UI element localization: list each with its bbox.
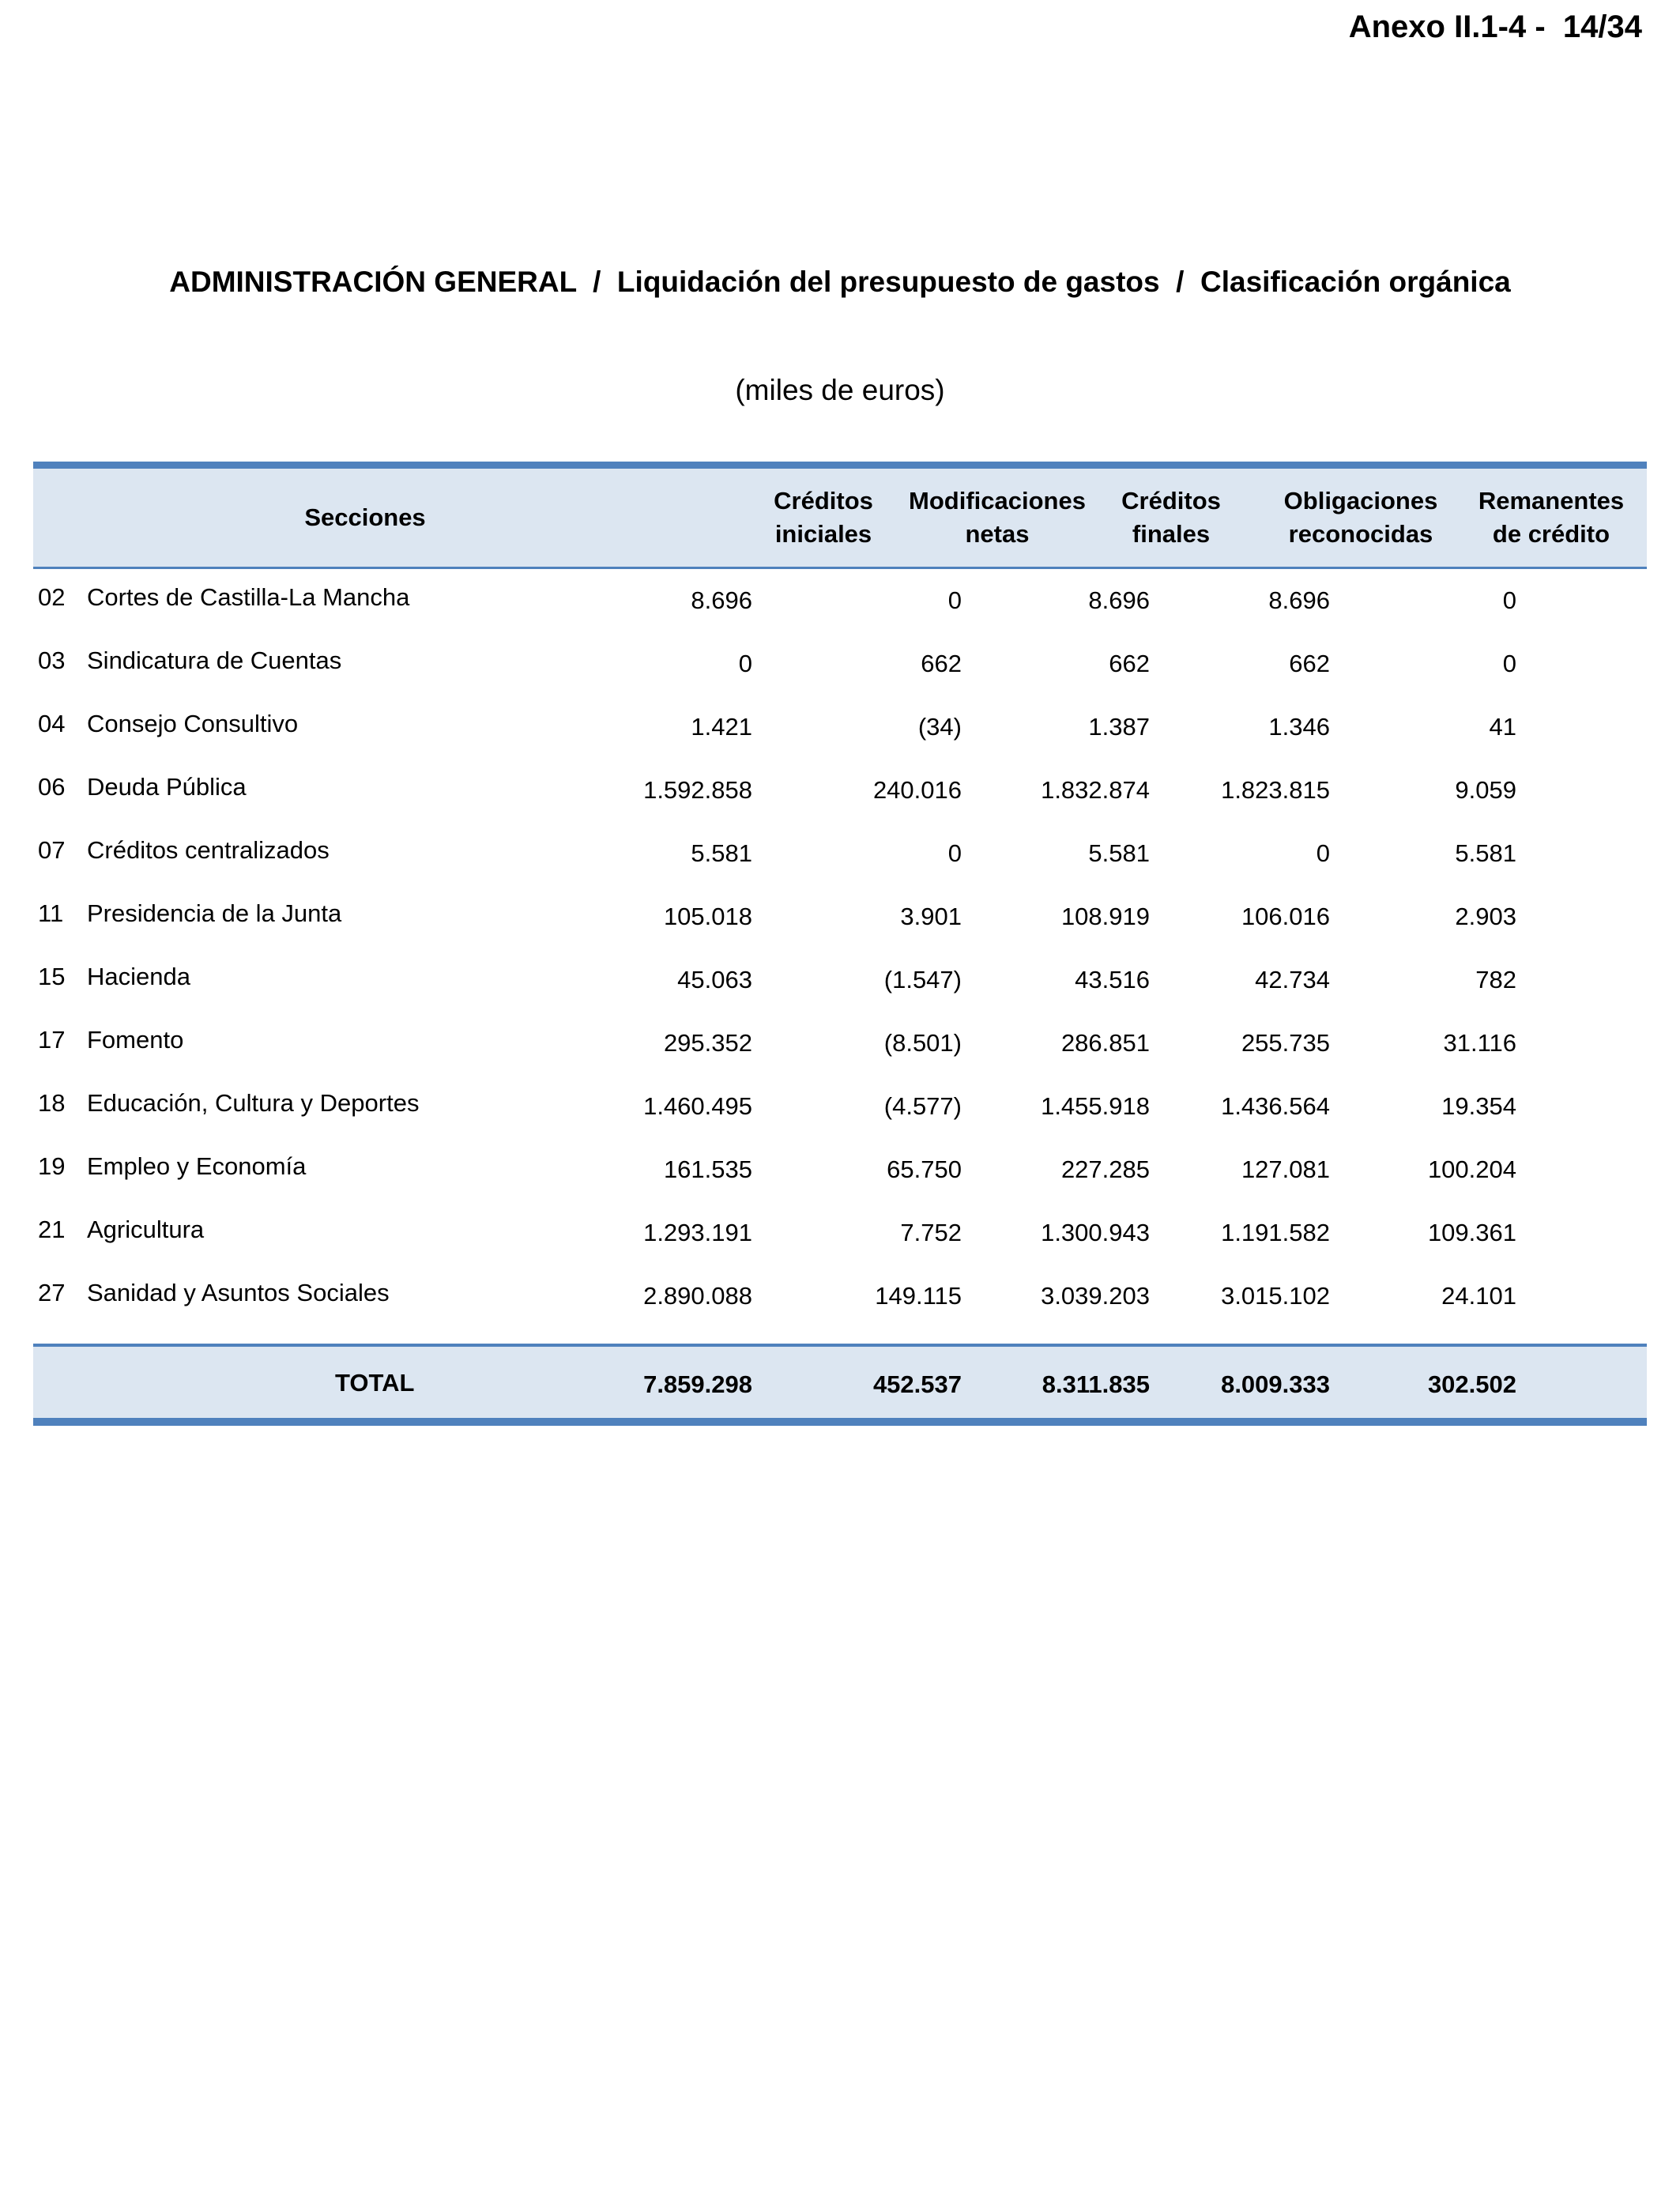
row-creditos-finales: 8.696 [1088, 586, 1150, 614]
row-modificaciones-netas: (4.577) [883, 1092, 962, 1120]
header-obligaciones-reconocidas: Obligaciones reconocidas [1283, 487, 1438, 548]
row-modificaciones-netas: 149.115 [875, 1282, 962, 1310]
total-obligaciones-reconocidas: 8.009.333 [1221, 1370, 1330, 1398]
row-code: 11 [38, 899, 64, 927]
row-obligaciones-reconocidas: 106.016 [1241, 903, 1330, 930]
row-obligaciones-reconocidas: 127.081 [1241, 1155, 1330, 1183]
table-row [33, 1148, 1647, 1211]
row-code: 21 [38, 1216, 66, 1243]
total-creditos-iniciales: 7.859.298 [643, 1370, 752, 1398]
row-remanentes-credito: 782 [1475, 966, 1516, 993]
row-creditos-finales: 1.832.874 [1041, 776, 1150, 804]
row-name: Sindicatura de Cuentas [87, 647, 342, 674]
row-code: 27 [38, 1279, 66, 1306]
document-title: ADMINISTRACIÓN GENERAL / Liquidación del presupuesto de gastos / Clasificación orgánica [169, 266, 1511, 298]
row-modificaciones-netas: 0 [947, 839, 962, 867]
row-creditos-iniciales: 1.460.495 [643, 1092, 752, 1120]
row-modificaciones-netas: 3.901 [900, 903, 962, 930]
total-label: TOTAL [335, 1369, 415, 1397]
table-total-row [33, 1344, 1647, 1426]
row-name: Sanidad y Asuntos Sociales [87, 1279, 390, 1306]
table-row [33, 1274, 1647, 1337]
row-name: Consejo Consultivo [87, 710, 299, 737]
table-row [33, 831, 1647, 895]
row-code: 02 [38, 583, 66, 611]
row-name: Créditos centralizados [87, 836, 330, 864]
row-obligaciones-reconocidas: 0 [1316, 839, 1330, 867]
row-creditos-iniciales: 1.421 [691, 713, 752, 741]
row-creditos-finales: 108.919 [1060, 903, 1150, 930]
row-name: Agricultura [87, 1216, 205, 1243]
row-code: 19 [38, 1152, 66, 1180]
row-name: Deuda Pública [87, 773, 247, 801]
row-remanentes-credito: 2.903 [1455, 903, 1516, 930]
row-remanentes-credito: 0 [1502, 586, 1516, 614]
row-name: Hacienda [87, 963, 190, 990]
row-creditos-finales: 3.039.203 [1041, 1282, 1150, 1310]
row-code: 07 [38, 836, 66, 864]
row-name: Educación, Cultura y Deportes [87, 1089, 420, 1117]
row-obligaciones-reconocidas: 255.735 [1241, 1029, 1330, 1057]
row-modificaciones-netas: 0 [947, 586, 962, 614]
row-remanentes-credito: 0 [1502, 650, 1516, 677]
annex-page-label: Anexo II.1-4 - 14/34 [1348, 9, 1642, 44]
row-creditos-iniciales: 105.018 [663, 903, 752, 930]
row-obligaciones-reconocidas: 3.015.102 [1221, 1282, 1330, 1310]
row-creditos-iniciales: 45.063 [677, 966, 752, 993]
row-code: 06 [38, 773, 66, 801]
row-creditos-finales: 1.300.943 [1041, 1219, 1150, 1246]
table-row [33, 579, 1647, 642]
row-obligaciones-reconocidas: 1.823.815 [1221, 776, 1330, 804]
table-row [33, 768, 1647, 831]
row-remanentes-credito: 31.116 [1443, 1029, 1516, 1057]
row-remanentes-credito: 24.101 [1441, 1282, 1516, 1310]
row-creditos-finales: 227.285 [1060, 1155, 1150, 1183]
row-creditos-finales: 286.851 [1060, 1029, 1150, 1057]
row-name: Cortes de Castilla-La Mancha [87, 583, 410, 611]
row-remanentes-credito: 109.361 [1427, 1219, 1516, 1246]
row-modificaciones-netas: 7.752 [900, 1219, 962, 1246]
total-remanentes-credito: 302.502 [1427, 1370, 1516, 1398]
row-remanentes-credito: 19.354 [1441, 1092, 1516, 1120]
row-creditos-iniciales: 5.581 [691, 839, 752, 867]
table-row [33, 1211, 1647, 1274]
row-creditos-iniciales: 161.535 [663, 1155, 752, 1183]
table-header [33, 462, 1647, 569]
row-creditos-finales: 43.516 [1075, 966, 1150, 993]
row-remanentes-credito: 41 [1489, 713, 1516, 741]
header-creditos-iniciales: Créditos iniciales [774, 487, 873, 548]
total-creditos-finales: 8.311.835 [1042, 1370, 1150, 1398]
row-name: Empleo y Economía [87, 1152, 307, 1180]
row-code: 04 [38, 710, 66, 737]
row-obligaciones-reconocidas: 8.696 [1268, 586, 1330, 614]
row-code: 03 [38, 647, 66, 674]
row-creditos-iniciales: 295.352 [663, 1029, 752, 1057]
row-name: Presidencia de la Junta [87, 899, 342, 927]
header-secciones: Secciones [304, 503, 426, 531]
row-obligaciones-reconocidas: 1.346 [1268, 713, 1330, 741]
document-subtitle: (miles de euros) [735, 374, 945, 406]
table-row [33, 895, 1647, 958]
row-creditos-iniciales: 1.293.191 [643, 1219, 752, 1246]
row-modificaciones-netas: (8.501) [883, 1029, 962, 1057]
row-obligaciones-reconocidas: 42.734 [1255, 966, 1330, 993]
row-modificaciones-netas: 65.750 [887, 1155, 962, 1183]
header-creditos-finales: Créditos finales [1121, 487, 1221, 548]
row-creditos-finales: 1.455.918 [1041, 1092, 1150, 1120]
row-code: 18 [38, 1089, 66, 1117]
table-body [33, 569, 1647, 1331]
row-remanentes-credito: 100.204 [1427, 1155, 1516, 1183]
header-modificaciones-netas: Modificaciones netas [909, 487, 1086, 548]
header-remanentes-credito: Remanentes de crédito [1478, 487, 1625, 548]
row-creditos-iniciales: 8.696 [691, 586, 752, 614]
total-modificaciones-netas: 452.537 [872, 1370, 962, 1398]
table-row [33, 958, 1647, 1021]
budget-table [33, 462, 1647, 1398]
table-row [33, 642, 1647, 705]
row-remanentes-credito: 5.581 [1455, 839, 1516, 867]
row-modificaciones-netas: (1.547) [883, 966, 962, 993]
table-row [33, 1021, 1647, 1084]
row-code: 17 [38, 1026, 66, 1054]
row-creditos-finales: 5.581 [1088, 839, 1150, 867]
row-obligaciones-reconocidas: 1.436.564 [1221, 1092, 1330, 1120]
table-row [33, 1084, 1647, 1148]
row-obligaciones-reconocidas: 662 [1289, 650, 1330, 677]
table-row [33, 705, 1647, 768]
row-obligaciones-reconocidas: 1.191.582 [1221, 1219, 1330, 1246]
row-creditos-finales: 1.387 [1088, 713, 1150, 741]
row-modificaciones-netas: 240.016 [872, 776, 962, 804]
row-creditos-iniciales: 0 [738, 650, 752, 677]
row-remanentes-credito: 9.059 [1455, 776, 1516, 804]
row-name: Fomento [87, 1026, 184, 1054]
row-creditos-iniciales: 1.592.858 [643, 776, 752, 804]
row-code: 15 [38, 963, 66, 990]
row-modificaciones-netas: 662 [921, 650, 962, 677]
row-creditos-finales: 662 [1109, 650, 1150, 677]
row-creditos-iniciales: 2.890.088 [643, 1282, 752, 1310]
row-modificaciones-netas: (34) [917, 713, 962, 741]
